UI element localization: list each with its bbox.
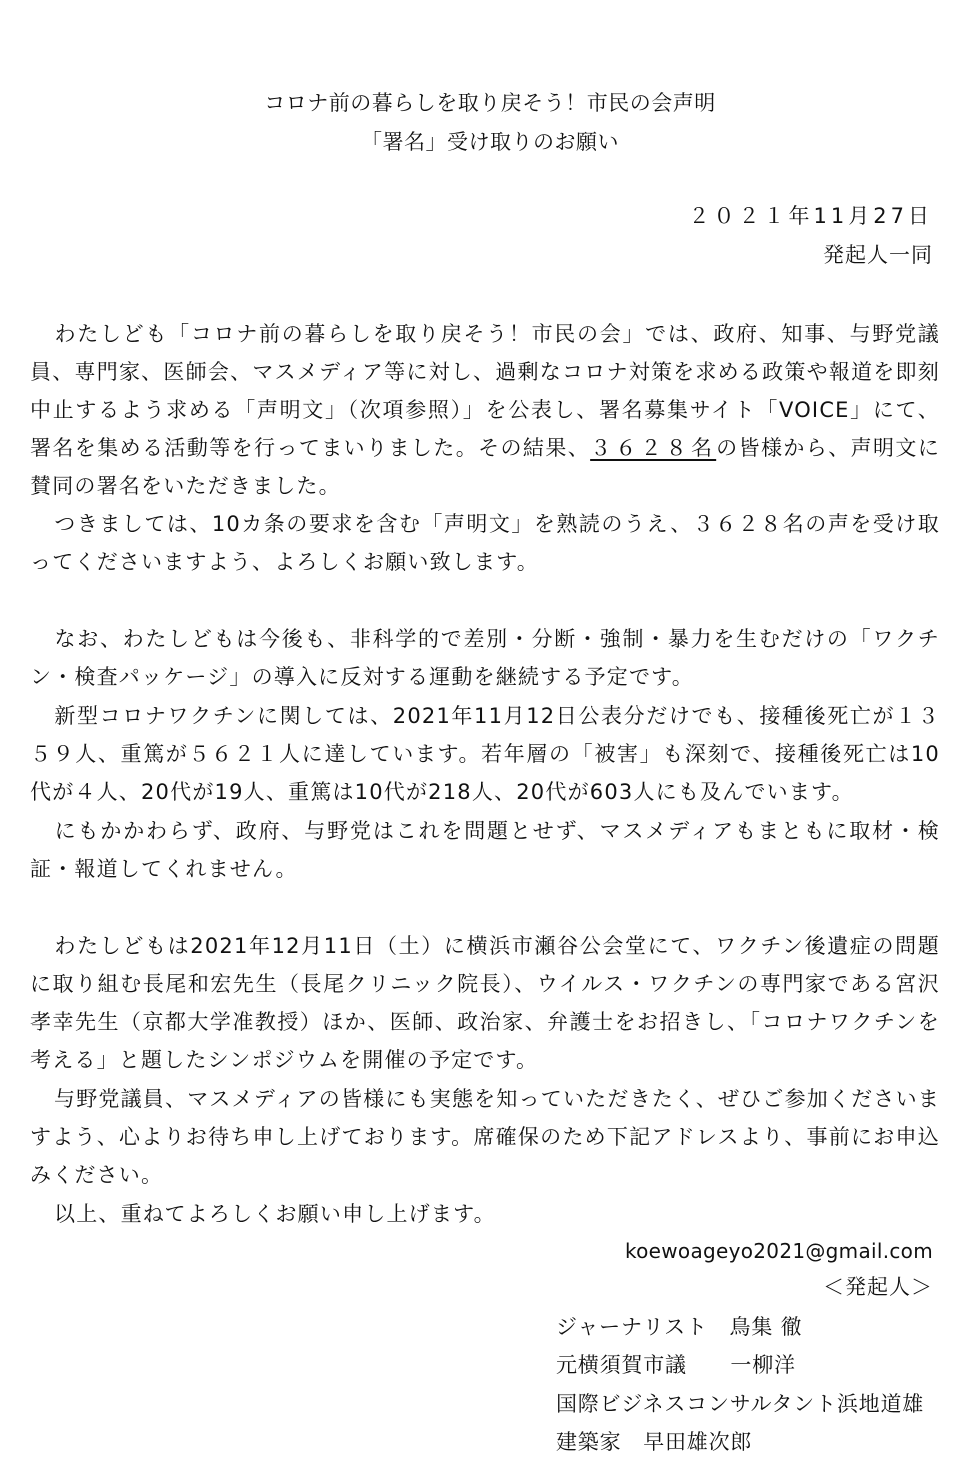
contact-email: koewoageyo2021@gmail.com [624,1239,933,1263]
paragraph-invitation [30,1080,940,1194]
promoter-item: 建築家 早田雄次郎 [556,1430,753,1454]
paragraph-vaccine-statistics [30,697,940,811]
paragraph-text: にもかかわらず、政府、与野党はこれを問題とせず、マスメディアもまともに取材・検証・報道してくれません。 [30,819,940,881]
document-issuer: 発起人一同 [823,243,933,267]
paragraph-text: つきましては、10カ条の要求を含む「声明文」を熟読のうえ、３６２８名の声を受け取ってくださいますよう、よろしくお願い致します。 [30,512,940,574]
paragraph-text: 以上、重ねてよろしくお願い申し上げます。 [54,1202,496,1226]
document-date: ２０２１年11月27日 [688,204,933,228]
paragraph-text: なお、わたしどもは今後も、非科学的で差別・分断・強制・暴力を生むだけの「ワクチン・検査パッケージ」の導入に反対する運動を継続する予定です。 [30,627,940,689]
paragraph-text: わたしどもは2021年12月11日（土）に横浜市瀬谷公会堂にて、ワクチン後遺症の問題に取り組む長尾和宏先生（長尾クリニック院長）、ウイルス・ワクチンの専門家である宮沢孝幸先生（京都大学准教授）ほか、医師、政治家、弁護士をお招きし、「コロナワクチンを考える」と題したシンポジウムを開催の予定です。 [30,934,940,1072]
document-title: コロナ前の暮らしを取り戻そう！市民の会声明 [264,91,716,115]
paragraph-text: 与野党議員、マスメディアの皆様にも実態を知っていただきたく、ぜひご参加くださいますよう、心よりお待ち申し上げております。席確保のため下記アドレスより、事前にお申込みください。 [30,1087,940,1187]
paragraph-opposition [30,620,940,696]
promoters-heading: ＜発起人＞ [823,1275,933,1299]
paragraph-request [30,505,940,581]
promoter-item: 国際ビジネスコンサルタント浜地道雄 [556,1392,925,1416]
paragraph-closing [30,1195,940,1233]
paragraph-signatures [30,315,940,505]
paragraph-symposium [30,927,940,1079]
paragraph-text: 新型コロナワクチンに関しては、2021年11月12日公表分だけでも、接種後死亡が１３５９人、重篤が５６２１人に達しています。若年層の「被害」も深刻で、接種後死亡は10代が４人、20代が19人、重篤は10代が218人、20代が603人にも及んでいます。 [30,704,940,804]
document-subtitle: 「署名」受け取りのお願い [361,130,619,154]
paragraph-text: わたしども「コロナ前の暮らしを取り戻そう！市民の会」では、政府、知事、与野党議員、専門家、医師会、マスメディア等に対し、過剰なコロナ対策を求める政策や報道を即刻中止するよう求める「声明文」（次項参照）」を公表し、署名募集サイト「VOICE」にて、署名を集める活動等を行ってまいりました。その結果、 [30,322,940,460]
paragraph-media [30,812,940,888]
promoter-item: ジャーナリスト 鳥集 徹 [556,1315,803,1339]
signature-count: ３６２８名 [590,436,717,460]
promoter-item: 元横須賀市議 一柳洋 [556,1353,796,1377]
paragraph-text: の皆様から、声明文に賛同の署名をいただきました。 [30,436,941,498]
